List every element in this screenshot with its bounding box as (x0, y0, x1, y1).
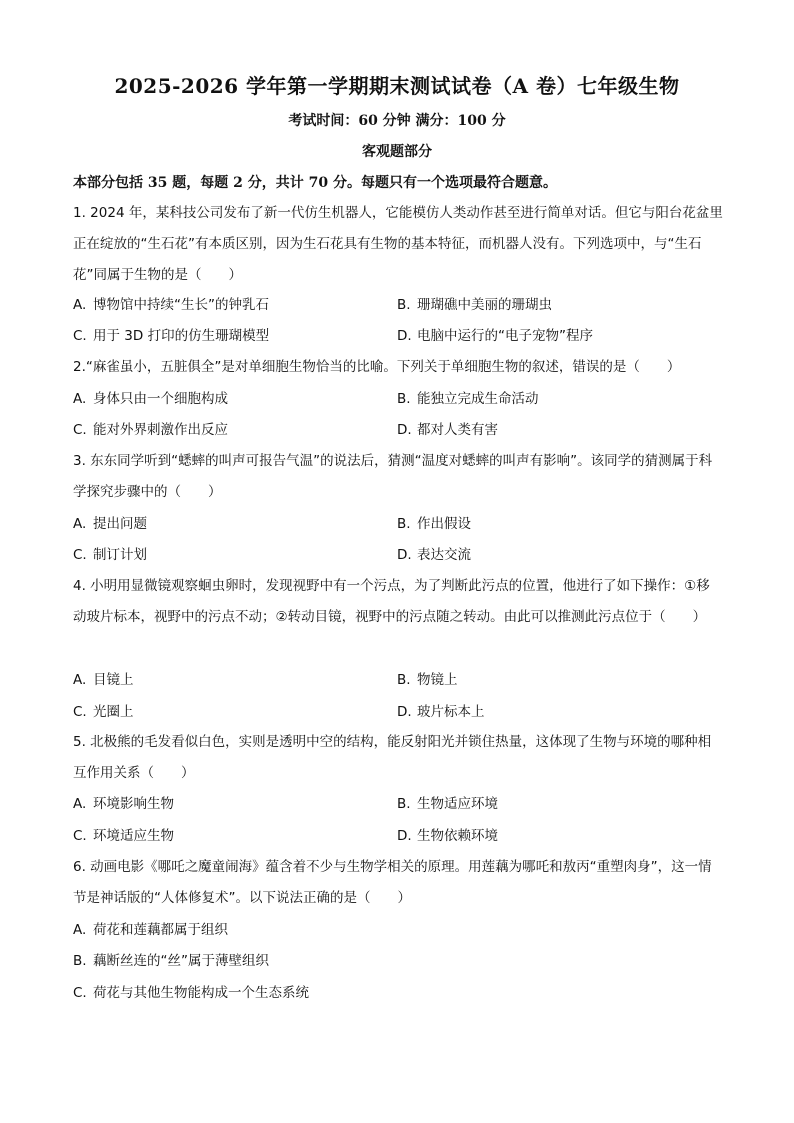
question-1-option-b: B. 珊瑚礁中美丽的珊瑚虫 (397, 297, 552, 313)
question-3-option-c: C. 制订计划 (73, 547, 147, 563)
question-2-stem: 2.“麻雀虽小，五脏俱全”是对单细胞生物恰当的比喻。下列关于单细胞生物的叙述，错误的是（ ） (73, 359, 681, 375)
question-5-option-c: C. 环境适应生物 (73, 828, 174, 844)
question-3-stem: 3. 东东同学听到“蟋蟀的叫声可报告气温”的说法后，猜测“温度对蟋蟀的叫声有影响”。该同学的猜测属于科学探究步骤中的（ ） (73, 453, 713, 500)
question-1-option-c: C. 用于 3D 打印的仿生珊瑚模型 (73, 328, 270, 344)
section-instructions: 本部分包括 35 题，每题 2 分，共计 70 分。每题只有一个选项最符合题意。 (73, 175, 557, 191)
question-4-option-b: B. 物镜上 (397, 672, 458, 688)
question-2-option-b: B. 能独立完成生命活动 (397, 391, 539, 407)
exam-title: 2025-2026 学年第一学期期末测试试卷（A 卷）七年级生物 (114, 74, 680, 98)
question-2-option-a: A. 身体只由一个细胞构成 (73, 391, 228, 407)
section-heading: 客观题部分 (362, 144, 432, 160)
question-1-option-d: D. 电脑中运行的“电子宠物”程序 (397, 328, 593, 344)
exam-meta: 考试时间：60 分钟 满分：100 分 (288, 113, 506, 129)
question-4-option-d: D. 玻片标本上 (397, 704, 485, 720)
question-5-option-d: D. 生物依赖环境 (397, 828, 498, 844)
question-1-stem: 1. 2024 年，某科技公司发布了新一代仿生机器人，它能模仿人类动作甚至进行简单对话。但它与阳台花盆里正在绽放的“生石花”有本质区别，因为生石花具有生物的基本特征，而机器人没有。下列选项中，与“生石花”同属于生物的是（ ） (73, 205, 723, 283)
question-4-option-c: C. 光圈上 (73, 704, 134, 720)
question-1-option-a: A. 博物馆中持续“生长”的钟乳石 (73, 297, 269, 313)
question-5-option-b: B. 生物适应环境 (397, 796, 498, 812)
question-2-option-d: D. 都对人类有害 (397, 422, 498, 438)
question-6-stem: 6. 动画电影《哪吒之魔童闹海》蕴含着不少与生物学相关的原理。用莲藕为哪吒和敖丙“重塑肉身”，这一情节是神话版的“人体修复术”。以下说法正确的是（ ） (73, 859, 712, 906)
question-4-stem: 4. 小明用显微镜观察蛔虫卵时，发现视野中有一个污点，为了判断此污点的位置，他进行了如下操作：①移动玻片标本，视野中的污点不动；②转动目镜，视野中的污点随之转动。由此可以推测此污点位于（ ） (73, 578, 710, 625)
question-5-option-a: A. 环境影响生物 (73, 796, 174, 812)
question-2-option-c: C. 能对外界刺激作出反应 (73, 422, 228, 438)
question-3-option-b: B. 作出假设 (397, 516, 471, 532)
question-6-option-c: C. 荷花与其他生物能构成一个生态系统 (73, 985, 309, 1001)
question-6-option-a: A. 荷花和莲藕都属于组织 (73, 922, 228, 938)
question-6-option-b: B. 藕断丝连的“丝”属于薄壁组织 (73, 953, 269, 969)
question-4-option-a: A. 目镜上 (73, 672, 134, 688)
question-5-stem: 5. 北极熊的毛发看似白色，实则是透明中空的结构，能反射阳光并锁住热量，这体现了生物与环境的哪种相互作用关系（ ） (73, 734, 712, 781)
question-3-option-d: D. 表达交流 (397, 547, 471, 563)
question-3-option-a: A. 提出问题 (73, 516, 147, 532)
